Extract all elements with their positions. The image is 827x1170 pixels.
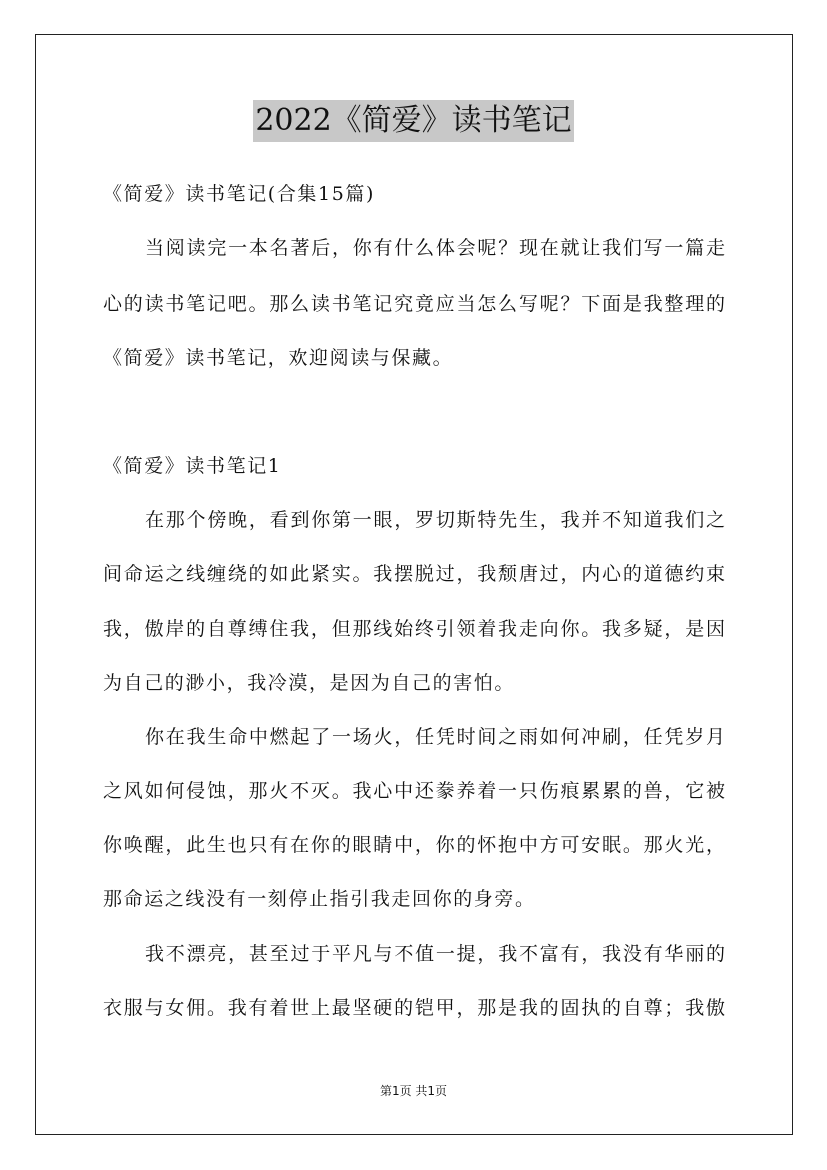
section-heading: 《简爱》读书笔记1 [103, 455, 282, 477]
p1-line-3: 我，傲岸的自尊缚住我，但那线始终引领着我走向你。我多疑，是因 [103, 618, 725, 640]
intro-line-1: 当阅读完一本名著后，你有什么体会呢？现在就让我们写一篇走 [145, 237, 725, 259]
p2-line-4: 那命运之线没有一刻停止指引我走回你的身旁。 [103, 888, 536, 910]
title-container [0, 100, 827, 142]
p2-line-3: 你唤醒，此生也只有在你的眼睛中，你的怀抱中方可安眠。那火光， [103, 834, 725, 856]
p3-line-1: 我不漂亮，甚至过于平凡与不值一提，我不富有，我没有华丽的 [145, 943, 725, 965]
document-title: 2022《简爱》读书笔记 [253, 100, 573, 142]
p1-line-1: 在那个傍晚，看到你第一眼，罗切斯特先生，我并不知道我们之 [145, 509, 725, 531]
intro-line-2: 心的读书笔记吧。那么读书笔记究竟应当怎么写呢？下面是我整理的 [103, 293, 725, 315]
p1-line-4: 为自己的渺小，我冷漠，是因为自己的害怕。 [103, 672, 516, 694]
p2-line-1: 你在我生命中燃起了一场火，任凭时间之雨如何冲刷，任凭岁月 [145, 726, 725, 748]
page-footer: 第1页 共1页 [379, 1084, 448, 1098]
document-subtitle: 《简爱》读书笔记(合集15篇) [103, 183, 376, 205]
intro-line-3: 《简爱》读书笔记，欢迎阅读与保藏。 [103, 347, 454, 369]
p3-line-2: 衣服与女佣。我有着世上最坚硬的铠甲，那是我的固执的自尊；我傲 [103, 997, 725, 1019]
p2-line-2: 之风如何侵蚀，那火不灭。我心中还豢养着一只伤痕累累的兽，它被 [103, 780, 725, 802]
p1-line-2: 间命运之线缠绕的如此紧实。我摆脱过，我颓唐过，内心的道德约束 [103, 563, 725, 585]
